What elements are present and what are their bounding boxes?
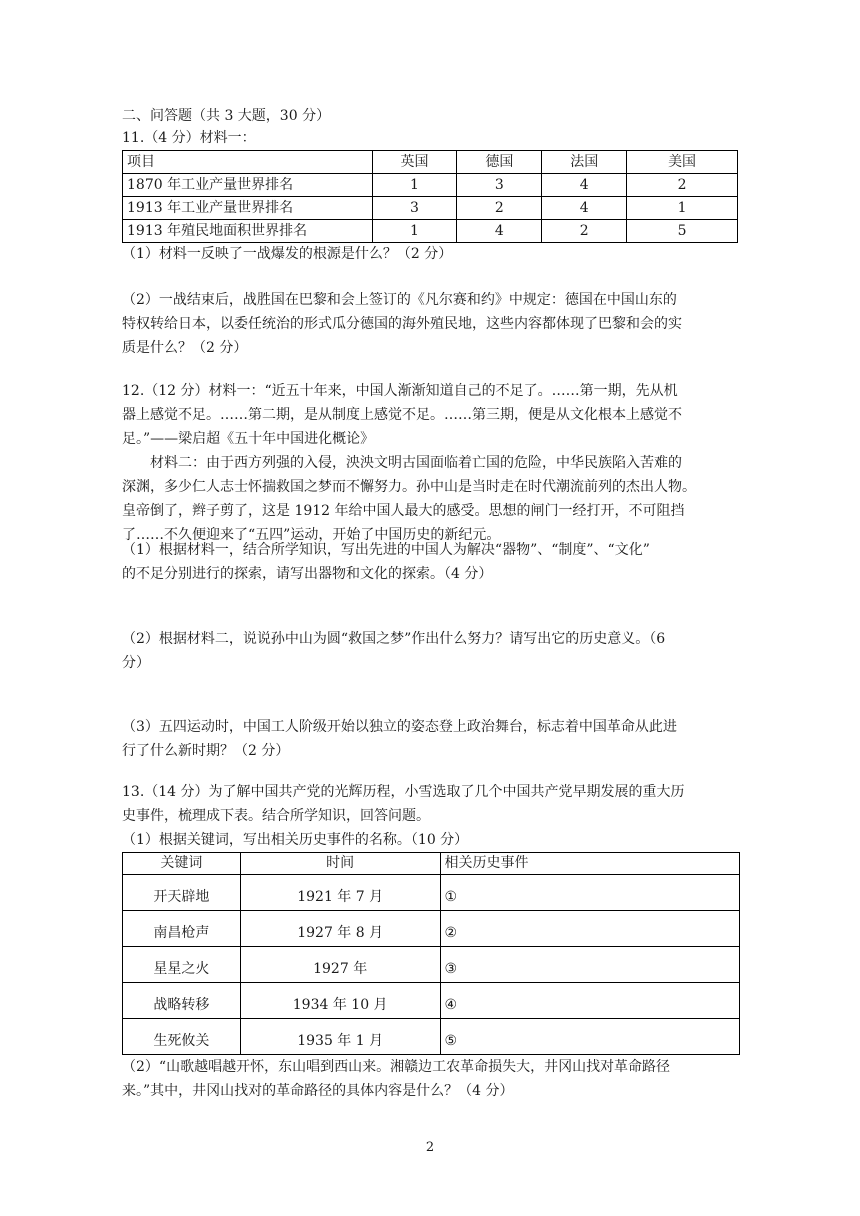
q12-material2 [122, 451, 740, 547]
header-cell: 美国 [627, 151, 738, 174]
table-cell: 1934 年 10 月 [240, 983, 440, 1019]
events-table [122, 852, 740, 1055]
text-line: 材料二：由于西方列强的入侵，泱泱文明古国面临着亡国的危险，中华民族陷入苦难的 [122, 455, 682, 471]
table-cell: 5 [627, 220, 738, 243]
table-row [123, 983, 740, 1019]
ranking-table [122, 150, 738, 243]
q11-sub1: （1）材料一反映了一战爆发的根源是什么？（2 分） [122, 246, 453, 262]
table-cell: 1927 年 [240, 947, 440, 983]
table-cell: 1913 年殖民地面积世界排名 [123, 220, 373, 243]
table-cell: 1921 年 7 月 [240, 875, 440, 911]
q11-intro: 11.（4 分）材料一： [122, 130, 256, 146]
q13-intro [122, 780, 740, 828]
table-cell: 3 [372, 197, 457, 220]
table-cell: 2 [457, 197, 542, 220]
table-cell: 1927 年 8 月 [240, 911, 440, 947]
table-cell: 2 [627, 174, 738, 197]
text-line: 行了什么新时期？（2 分） [122, 743, 290, 759]
table-cell: 开天辟地 [123, 875, 241, 911]
table-cell: 4 [542, 197, 627, 220]
table-cell: 1 [372, 220, 457, 243]
table-row [123, 197, 738, 220]
table-cell: 4 [542, 174, 627, 197]
table-row [123, 911, 740, 947]
table-cell: 3 [457, 174, 542, 197]
q12-sub2 [122, 627, 740, 675]
table-cell: 1913 年工业产量世界排名 [123, 197, 373, 220]
table-cell: 星星之火 [123, 947, 241, 983]
table-row [123, 875, 740, 911]
header-cell: 英国 [372, 151, 457, 174]
text-line: 器上感觉不足。……第二期，是从制度上感觉不足。……第三期，便是从文化根本上感觉不 [122, 407, 682, 423]
text-line: 深渊，多少仁人志士怀揣救国之梦而不懈努力。孙中山是当时走在时代潮流前列的杰出人物。 [122, 479, 696, 495]
text-line: 史事件，梳理成下表。结合所学知识，回答问题。 [122, 808, 430, 824]
table-cell: 1 [372, 174, 457, 197]
q12-sub1 [122, 538, 740, 586]
q12-sub3 [122, 715, 740, 763]
table-cell: 4 [457, 220, 542, 243]
text-line: （2）“山歌越唱越开怀，东山唱到西山来。湘赣边工农革命损失大，井冈山找对革命路径 [122, 1059, 671, 1075]
q12-material1 [122, 379, 740, 451]
table-header-row [123, 151, 738, 174]
section-heading: 二、问答题（共 3 大题，30 分） [122, 108, 331, 124]
table-cell: 2 [542, 220, 627, 243]
header-cell: 项目 [123, 151, 373, 174]
text-line: （1）根据材料一，结合所学知识，写出先进的中国人为解决“器物”、“制度”、“文化” [122, 542, 650, 558]
text-line: 来。”其中，井冈山找对的革命路径的具体内容是什么？（4 分） [122, 1083, 514, 1099]
text-line: （2）根据材料二，说说孙中山为圆“救国之梦”作出什么努力？请写出它的历史意义。（6 [122, 631, 666, 647]
table-row [123, 1019, 740, 1055]
table-cell: 战略转移 [123, 983, 241, 1019]
table-cell: ③ [440, 947, 739, 983]
text-line: 足。”——梁启超《五十年中国进化概论》 [122, 431, 375, 447]
header-cell: 关键词 [123, 853, 241, 875]
text-line: 13.（14 分）为了解中国共产党的光辉历程，小雪选取了几个中国共产党早期发展的重大历 [122, 784, 685, 800]
table-cell: 1 [627, 197, 738, 220]
table-header-row [123, 853, 740, 875]
header-cell: 时间 [240, 853, 440, 875]
header-cell: 德国 [457, 151, 542, 174]
table-cell: 生死攸关 [123, 1019, 241, 1055]
text-line: 分） [122, 655, 150, 671]
table-cell: ④ [440, 983, 739, 1019]
q13-sub2 [122, 1055, 740, 1103]
table-cell: 南昌枪声 [123, 911, 241, 947]
table-row [123, 947, 740, 983]
text-line: （2）一战结束后，战胜国在巴黎和会上签订的《凡尔赛和约》中规定：德国在中国山东的 [122, 292, 677, 308]
text-line: 12.（12 分）材料一：“近五十年来，中国人渐渐知道自己的不足了。……第一期，先从机 [122, 383, 678, 399]
table-cell: ② [440, 911, 739, 947]
text-line: 特权转给日本，以委任统治的形式瓜分德国的海外殖民地，这些内容都体现了巴黎和会的实 [122, 316, 682, 332]
table-cell: ⑤ [440, 1019, 739, 1055]
table-row [123, 220, 738, 243]
table-cell: 1870 年工业产量世界排名 [123, 174, 373, 197]
header-cell: 法国 [542, 151, 627, 174]
header-cell: 相关历史事件 [440, 853, 739, 875]
table-cell: ① [440, 875, 739, 911]
text-line: 质是什么？（2 分） [122, 340, 248, 356]
q11-sub2 [122, 288, 740, 360]
q13-sub1: （1）根据关键词，写出相关历史事件的名称。（10 分） [122, 832, 469, 848]
table-cell: 1935 年 1 月 [240, 1019, 440, 1055]
text-line: 了……不久便迎来了“五四”运动，开始了中国历史的新纪元。 [122, 527, 501, 543]
text-line: 皇帝倒了，辫子剪了，这是 1912 年给中国人最大的感受。思想的闸门一经打开，不可阻挡 [122, 503, 685, 519]
text-line: 的不足分别进行的探索，请写出器物和文化的探索。（4 分） [122, 566, 493, 582]
page-number: 2 [425, 1140, 435, 1155]
table-row [123, 174, 738, 197]
text-line: （3）五四运动时，中国工人阶级开始以独立的姿态登上政治舞台，标志着中国革命从此进 [122, 719, 677, 735]
